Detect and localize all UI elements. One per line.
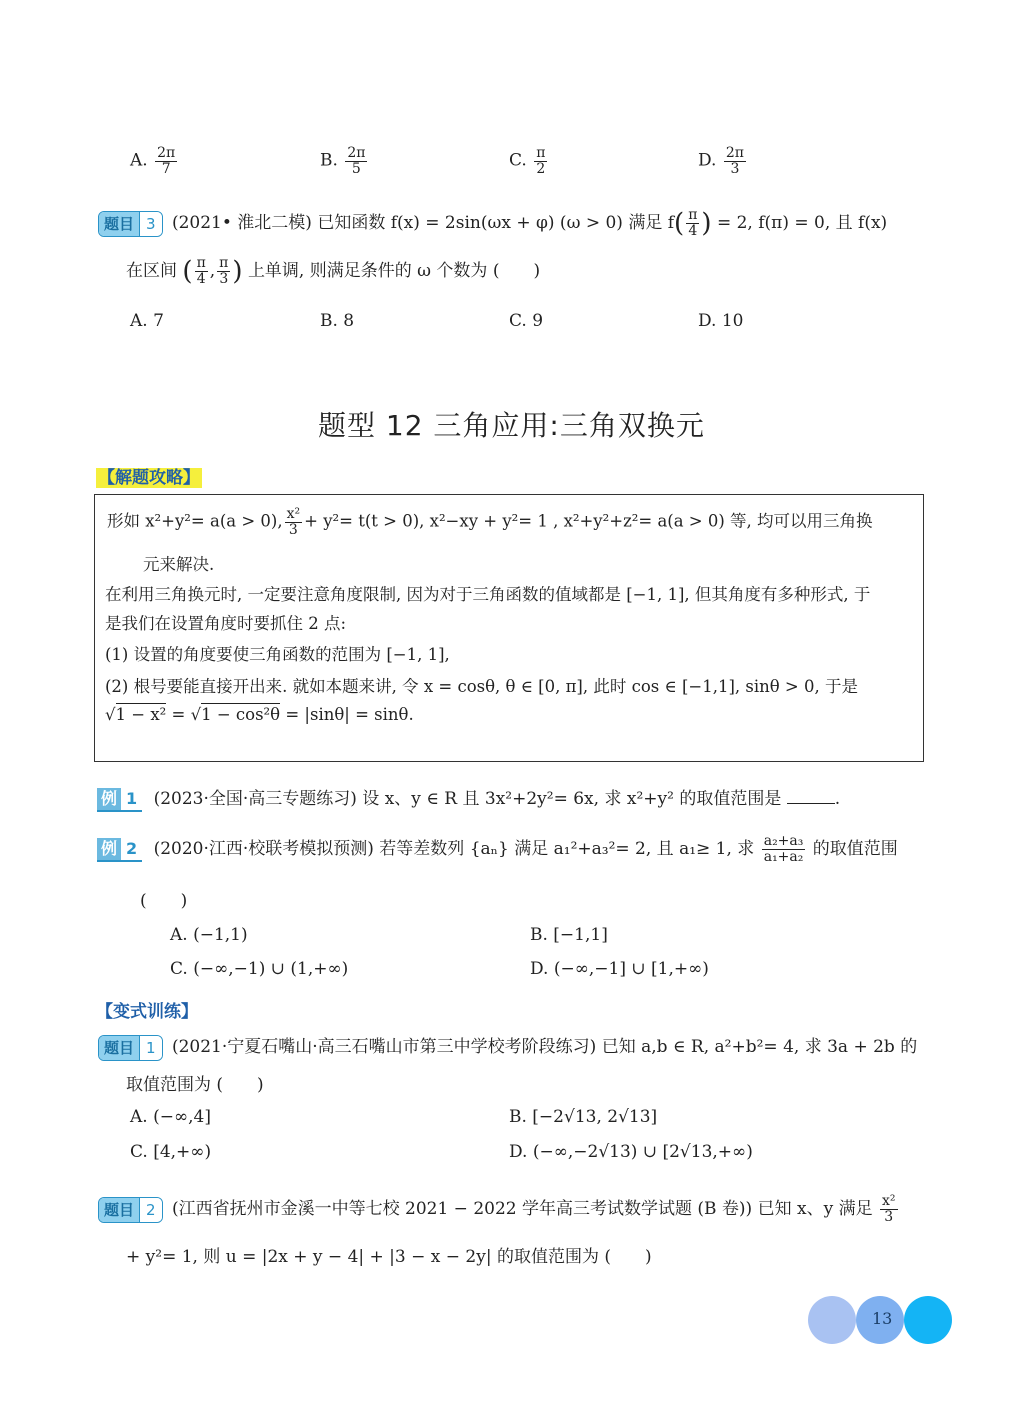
- variant-2-line2: + y²= 1, 则 u = |2x + y − 4| + |3 − x − 2y| 的取值范围为 ( ): [126, 1247, 652, 1267]
- ex2-option-c: C. (−∞,−1) ∪ (1,+∞): [170, 959, 349, 979]
- q3-option-c: C. 9: [509, 311, 544, 331]
- fraction: $\frac{\pi}{3}$: [219, 255, 229, 287]
- section-title: 题型 12 三角应用:三角双换元: [318, 409, 705, 442]
- box-line-6: (2) 根号要能直接开出来. 就如本题来讲, 令 x = cosθ, θ ∈ [0, π], 此时 cos ∈ [−1,1], sinθ > 0, 于是: [105, 677, 858, 696]
- q3-option-a: A. 7: [130, 311, 164, 331]
- option-b: B. $\frac{2\pi}{5}$: [320, 145, 366, 177]
- answer-blank: [787, 803, 835, 804]
- fraction: $\frac{\text{x²}}{3}$: [882, 1193, 896, 1225]
- example-tag: 例 1: [97, 788, 142, 812]
- ex2-option-b: B. [−1,1]: [530, 925, 608, 945]
- option-c: C. $\frac{\pi}{2}$: [509, 145, 546, 177]
- q3-option-d: D. 10: [698, 311, 744, 331]
- box-line-2: 元来解决.: [143, 555, 215, 574]
- box-line-5: (1) 设置的角度要使三角函数的范围为 [−1, 1],: [105, 645, 450, 664]
- box-line-4: 是我们在设置角度时要抓住 2 点:: [105, 614, 347, 633]
- question-tag: 题目 2: [98, 1197, 163, 1223]
- question-3-line2: 在区间 ( $\frac{\pi}{4}$ , $\frac{\pi}{3}$ ) 上单调, 则满足条件的 ω 个数为 ( ): [126, 255, 541, 287]
- ex2-option-d: D. (−∞,−1] ∪ [1,+∞): [530, 959, 709, 979]
- box-line-3: 在利用三角换元时, 一定要注意角度限制, 因为对于三角函数的值域都是 [−1, 1], 但其角度有多种形式, 于: [105, 585, 871, 604]
- fraction: $\frac{2\pi}{5}$: [347, 145, 366, 177]
- page-number: 13: [872, 1309, 893, 1328]
- page-circle-left: [808, 1296, 856, 1344]
- option-a: A. $\frac{2\pi}{7}$: [130, 145, 176, 177]
- page-circle-right: [904, 1296, 952, 1344]
- variant-label: 【变式训练】: [96, 1002, 198, 1022]
- fraction: $\frac{2\pi}{7}$: [157, 145, 176, 177]
- example-2: 例 2 (2020·江西·校联考模拟预测) 若等差数列 {aₙ} 满足 a₁²+a₃²= 2, 且 a₁≥ 1, 求 $\frac{\text{a₂+a₃}}{\text{a₁+a₂}}$ 的取值范围: [97, 834, 898, 865]
- question-tag: 题目 1: [98, 1035, 163, 1061]
- question-3-line1: 题目 3 (2021• 淮北二模) 已知函数 f(x) = 2sin(ωx + φ) (ω > 0) 满足 f( $\frac{\pi}{4}$ ) = 2, f(π) = 0, 且 f(x): [98, 208, 887, 239]
- q3-option-b: B. 8: [320, 311, 355, 331]
- v1-option-d: D. (−∞,−2√13) ∪ [2√13,+∞): [509, 1142, 753, 1162]
- box-line-7: √1 − x² = √1 − cos²θ = |sinθ| = sinθ.: [105, 705, 414, 724]
- strategy-box: [94, 494, 924, 762]
- v1-option-b: B. [−2√13, 2√13]: [509, 1107, 658, 1127]
- variant-1-line2: 取值范围为 ( ): [126, 1075, 264, 1095]
- ex2-option-a: A. (−1,1): [170, 925, 248, 945]
- example-2-paren: ( ): [140, 891, 188, 911]
- box-line-1: 形如 x²+y²= a(a > 0), $\frac{\text{x²}}{3}$ + y²= t(t > 0), x²−xy + y²= 1 , x²+y²+z²= a(a > 0) 等, 均可以用三角换: [107, 506, 873, 538]
- strategy-label: 【解题攻略】: [98, 468, 200, 488]
- example-tag: 例 2: [97, 838, 142, 862]
- fraction: $\frac{\text{a₂+a₃}}{\text{a₁+a₂}}$: [763, 833, 804, 865]
- fraction: $\frac{2\pi}{3}$: [725, 145, 744, 177]
- fraction: $\frac{\text{x²}}{3}$: [286, 506, 301, 538]
- example-1: 例 1 (2023·全国·高三专题练习) 设 x、y ∈ R 且 3x²+2y²= 6x, 求 x²+y² 的取值范围是 .: [97, 784, 840, 812]
- question-tag: 题目 3: [98, 211, 163, 237]
- fraction: $\frac{\pi}{4}$: [688, 207, 698, 239]
- fraction: $\frac{\pi}{2}$: [536, 145, 546, 177]
- v1-option-a: A. (−∞,4]: [130, 1107, 211, 1127]
- variant-1-line1: 题目 1 (2021·宁夏石嘴山·高三石嘴山市第三中学校考阶段练习) 已知 a,b ∈ R, a²+b²= 4, 求 3a + 2b 的: [98, 1032, 917, 1061]
- variant-2-line1: 题目 2 (江西省抚州市金溪一中等七校 2021 − 2022 学年高三考试数学试题 (B 卷)) 已知 x、y 满足 $\frac{\text{x²}}{3}$: [98, 1194, 900, 1225]
- option-d: D. $\frac{2\pi}{3}$: [698, 145, 744, 177]
- fraction: $\frac{\pi}{4}$: [196, 255, 206, 287]
- v1-option-c: C. [4,+∞): [130, 1142, 212, 1162]
